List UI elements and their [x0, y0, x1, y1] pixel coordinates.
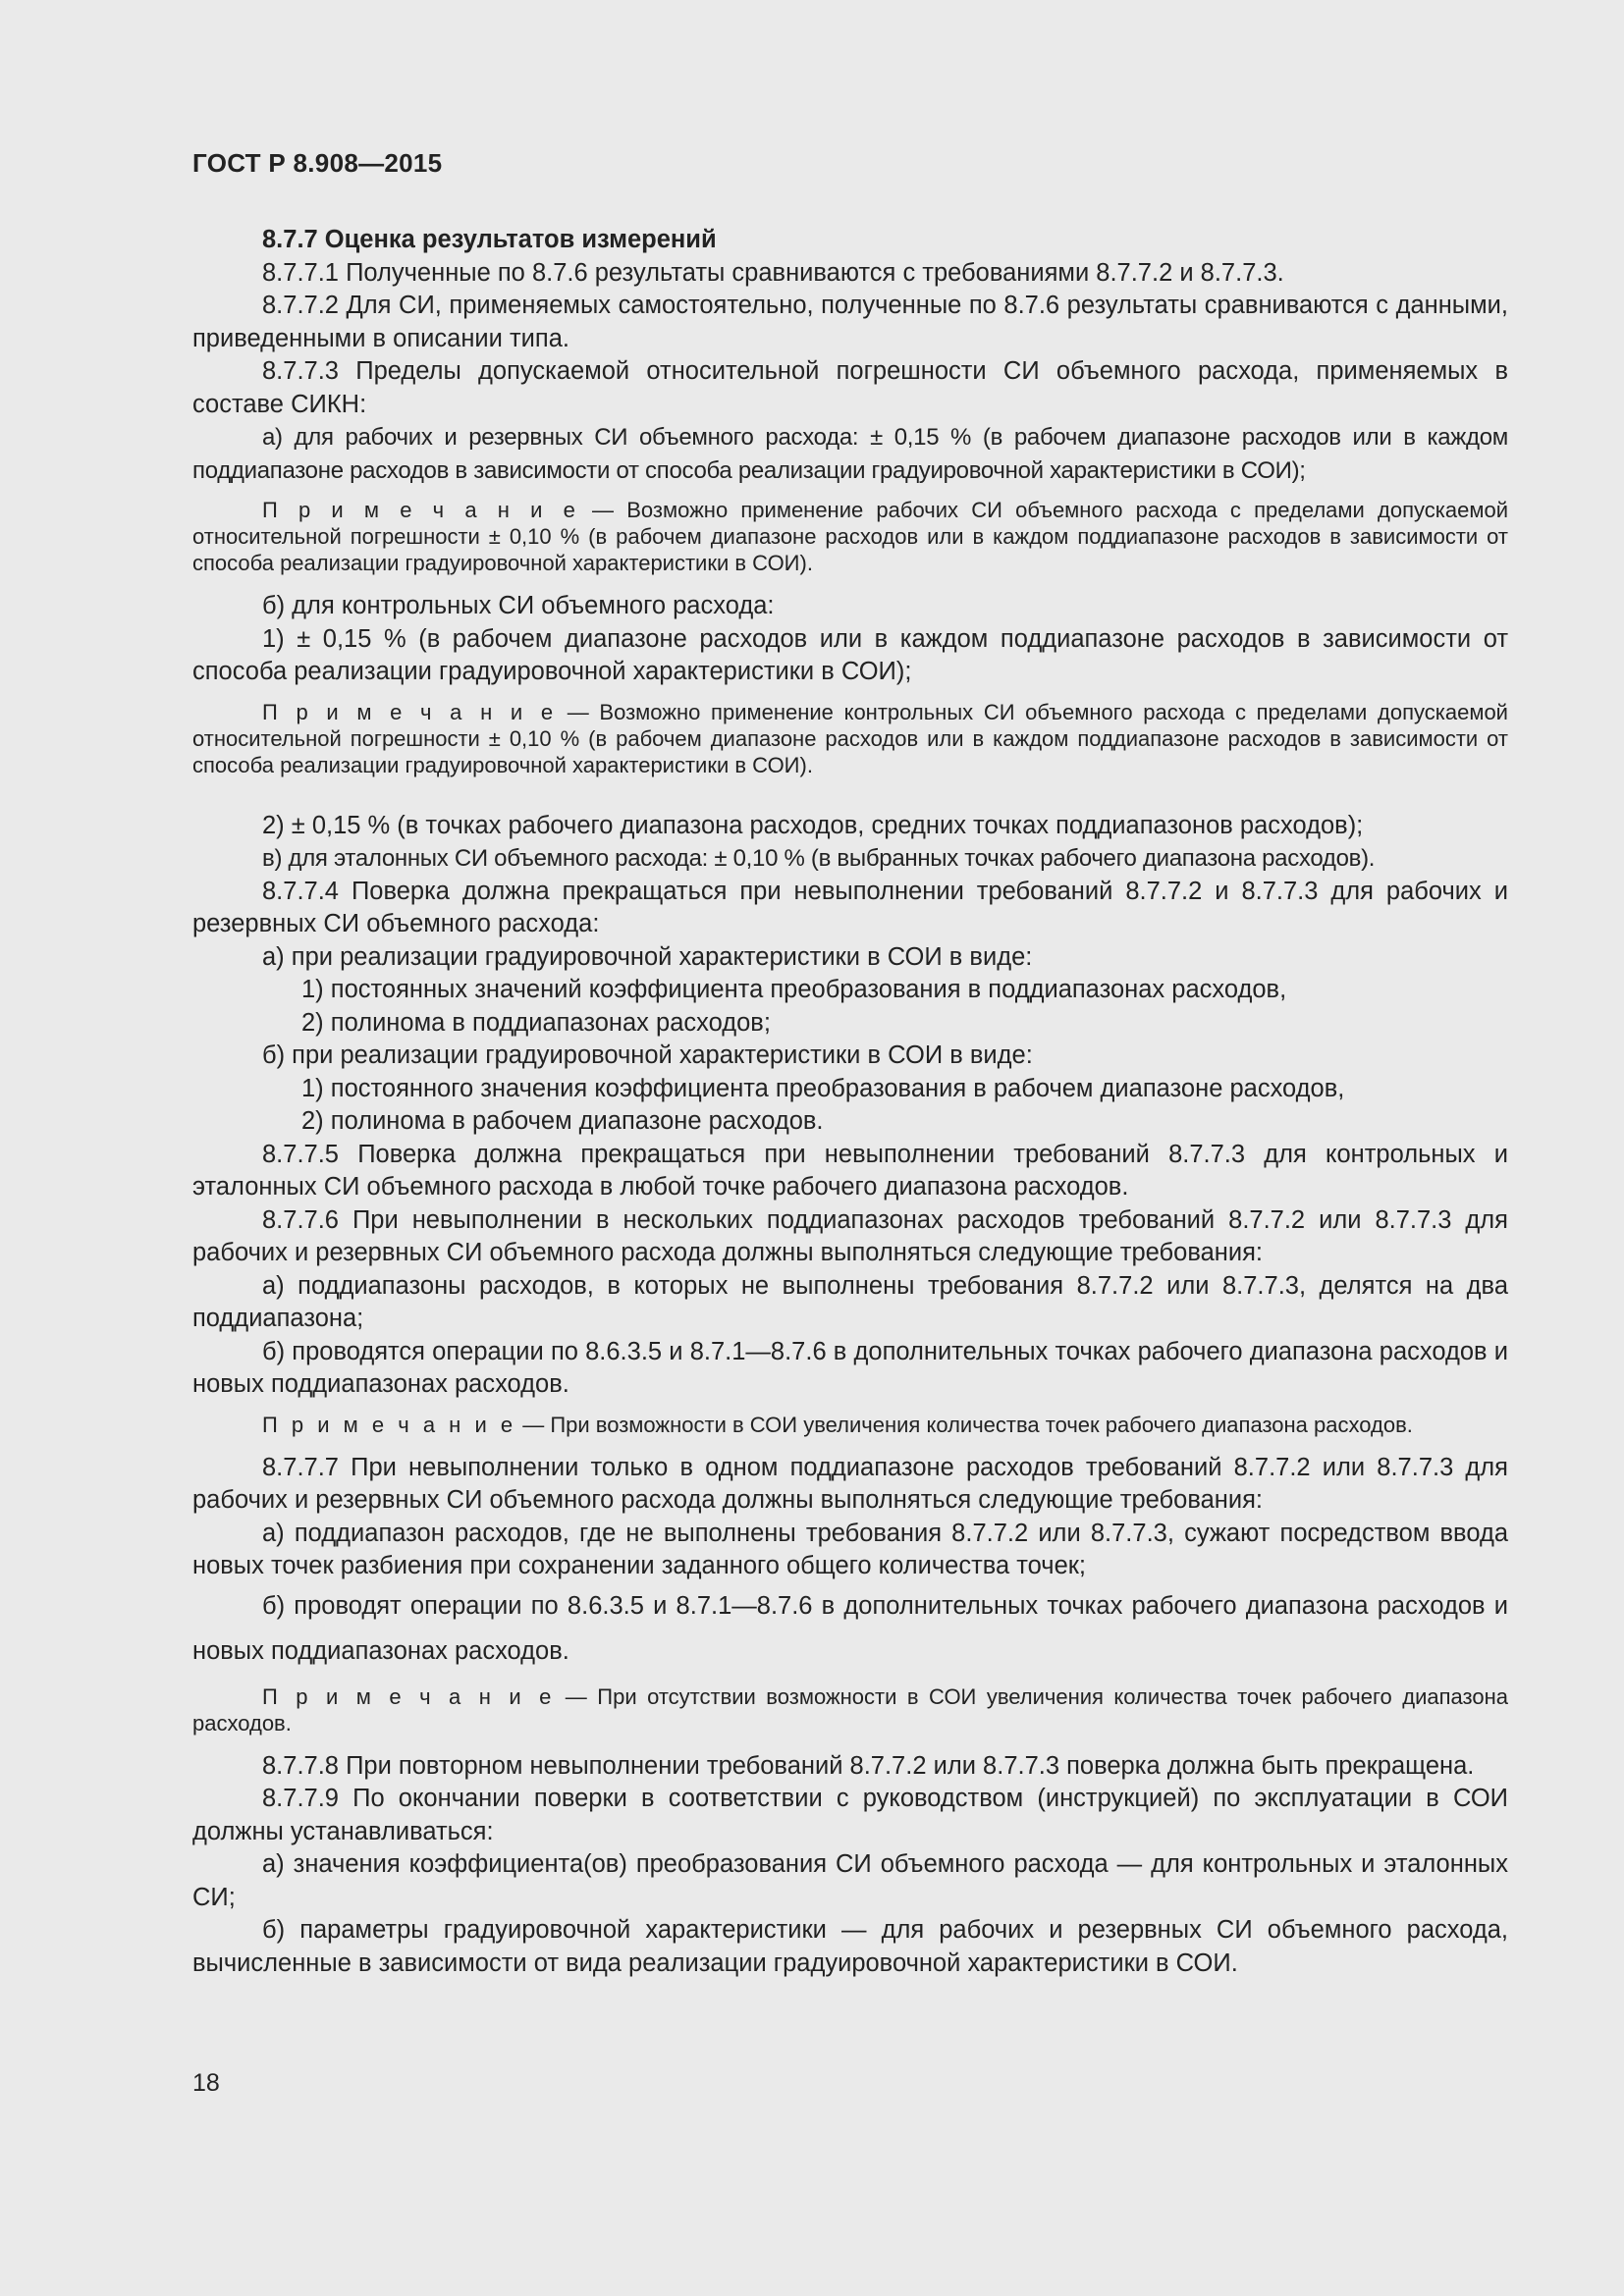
note [192, 497, 1508, 576]
note-text: — При возможности в СОИ увеличения количества точек рабочего диапазона расходов. [516, 1412, 1413, 1437]
list-item: а) значения коэффициента(ов) преобразования СИ объемного расхода — для контрольных и эталонных СИ; [192, 1850, 1508, 1911]
paragraph: 8.7.7.2 Для СИ, применяемых самостоятельно, полученные по 8.7.6 результаты сравниваются с данными, приведенными в описании типа. [192, 292, 1508, 352]
note-label: П р и м е ч а н и е [262, 699, 558, 724]
sub-list-item: 1) постоянных значений коэффициента преобразования в поддиапазонах расходов, [301, 976, 1287, 1003]
list-item: а) поддиапазоны расходов, в которых не выполнены требования 8.7.7.2 или 8.7.7.3, делятся на два поддиапазона; [192, 1271, 1508, 1332]
list-item: в) для эталонных СИ объемного расхода: ± 0,10 % (в выбранных точках рабочего диапазона расходов). [262, 845, 1376, 872]
list-item: 1) ± 0,15 % (в рабочем диапазоне расходов или в каждом поддиапазоне расходов в зависимости от способа реализации градуировочной характеристики в СОИ); [192, 624, 1508, 685]
document-body [192, 224, 1508, 1980]
section-title: 8.7.7 Оценка результатов измерений [262, 226, 717, 253]
note-label: П р и м е ч а н и е [262, 1412, 517, 1437]
sub-list-item: 1) постоянного значения коэффициента преобразования в рабочем диапазоне расходов, [301, 1074, 1345, 1102]
list-item: а) при реализации градуировочной характеристики в СОИ в виде: [262, 942, 1033, 971]
note-label: П р и м е ч а н и е [262, 498, 579, 522]
note-text: — Возможно применение контрольных СИ объемного расхода с пределами допускаемой относительной погрешности ± 0,10 % (в рабочем диапазоне расходов или в каждом поддиапазоне расходов в зависимости от способа реализации градуировочной характеристики в СОИ). [192, 699, 1508, 777]
note [192, 699, 1508, 778]
sub-list-item: 2) полинома в поддиапазонах расходов; [301, 1008, 771, 1037]
list-item: б) для контрольных СИ объемного расхода: [262, 592, 775, 619]
list-item: б) при реализации градуировочной характеристики в СОИ в виде: [262, 1041, 1033, 1069]
paragraph: 8.7.7.7 При невыполнении только в одном поддиапазоне расходов требований 8.7.7.2 или 8.7.7.3 для рабочих и резервных СИ объемного расхода должны выполняться следующие требования: [192, 1453, 1508, 1514]
list-item: а) для рабочих и резервных СИ объемного расхода: ± 0,15 % (в рабочем диапазоне расходов или в каждом поддиапазоне расходов в зависимости от способа реализации градуировочной характеристики в СОИ); [192, 424, 1508, 484]
note-label: П р и м е ч а н и е [262, 1683, 556, 1709]
page-number: 18 [192, 2069, 220, 2097]
paragraph: 8.7.7.8 При повторном невыполнении требований 8.7.7.2 или 8.7.7.3 поверка должна быть прекращена. [262, 1751, 1475, 1780]
note [192, 1683, 1508, 1736]
list-item: б) проводят операции по 8.6.3.5 и 8.7.1—8.7.6 в дополнительных точках рабочего диапазона расходов и новых поддиапазонах расходов. [192, 1591, 1508, 1665]
list-item: а) поддиапазон расходов, где не выполнены требования 8.7.7.2 или 8.7.7.3, сужают посредством ввода новых точек разбиения при сохранении заданного общего количества точек; [192, 1519, 1508, 1579]
paragraph: 8.7.7.4 Поверка должна прекращаться при невыполнении требований 8.7.7.2 и 8.7.7.3 для рабочих и резервных СИ объемного расхода: [192, 877, 1508, 937]
note-text: — Возможно применение рабочих СИ объемного расхода с пределами допускаемой относительной погрешности ± 0,10 % (в рабочем диапазоне расходов или в каждом поддиапазоне расходов в зависимости от способа реализации градуировочной характеристики в СОИ). [192, 498, 1508, 575]
paragraph: 8.7.7.5 Поверка должна прекращаться при невыполнении требований 8.7.7.3 для контрольных и эталонных СИ объемного расхода в любой точке рабочего диапазона расходов. [192, 1140, 1508, 1201]
paragraph: 8.7.7.6 При невыполнении в нескольких поддиапазонах расходов требований 8.7.7.2 или 8.7.7.3 для рабочих и резервных СИ объемного расхода должны выполняться следующие требования: [192, 1205, 1508, 1266]
paragraph: 8.7.7.1 Полученные по 8.7.6 результаты сравниваются с требованиями 8.7.7.2 и 8.7.7.3. [262, 258, 1284, 287]
paragraph: 8.7.7.3 Пределы допускаемой относительной погрешности СИ объемного расхода, применяемых в составе СИКН: [192, 357, 1508, 418]
note-text: — При отсутствии возможности в СОИ увеличения количества точек рабочего диапазона расходов. [192, 1683, 1508, 1735]
paragraph: 8.7.7.9 По окончании поверки в соответствии с руководством (инструкцией) по эксплуатации в СОИ должны устанавливаться: [192, 1785, 1508, 1845]
sub-list-item: 2) полинома в рабочем диапазоне расходов. [301, 1107, 824, 1135]
note [192, 1412, 1508, 1438]
list-item: б) проводятся операции по 8.6.3.5 и 8.7.1—8.7.6 в дополнительных точках рабочего диапазона расходов и новых поддиапазонах расходов. [192, 1337, 1508, 1398]
document-header: ГОСТ Р 8.908—2015 [192, 148, 443, 178]
list-item: б) параметры градуировочной характеристики — для рабочих и резервных СИ объемного расхода, вычисленные в зависимости от вида реализации градуировочной характеристики в СОИ. [192, 1916, 1508, 1977]
list-item: 2) ± 0,15 % (в точках рабочего диапазона расходов, средних точках поддиапазонов расходов); [262, 811, 1364, 839]
